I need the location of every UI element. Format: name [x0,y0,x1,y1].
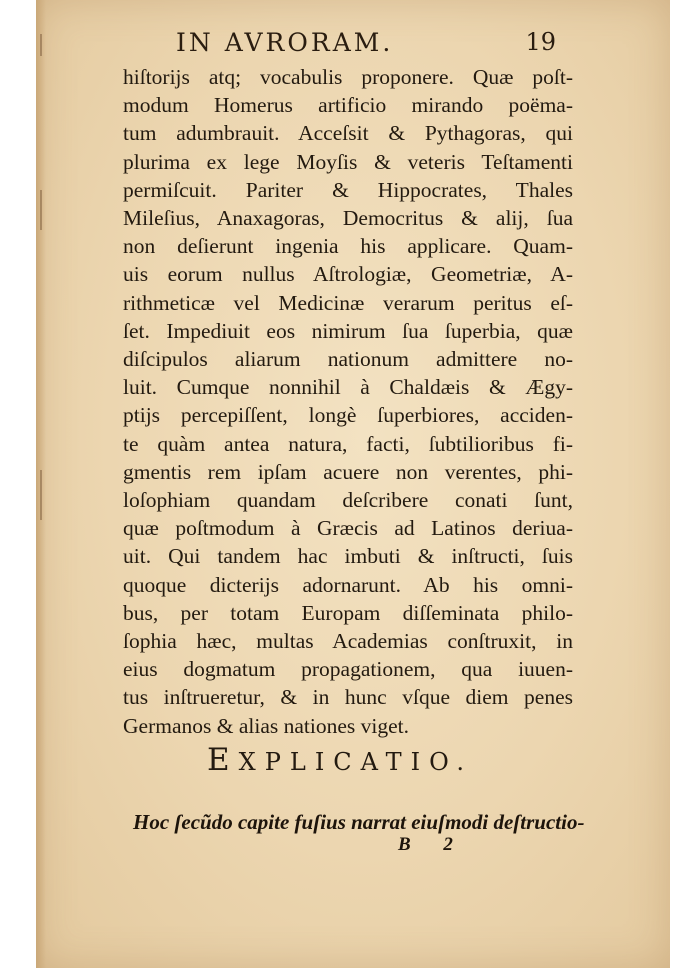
heading-initial: E [207,742,239,778]
text-line: Germanos & alias nationes viget. [123,713,409,738]
text-line: ſophia hæc, multas Academias conſtruxit, in [123,629,573,654]
running-header [176,24,556,64]
text-line: quoque dicterijs adornarunt. Ab his omni- [123,572,573,597]
section-heading [207,742,473,778]
page-number: 19 [525,28,556,56]
text-line: loſophiam quandam deſcribere conati ſunt, [123,488,573,513]
text-line: diſcipulos aliarum nationum admittere no- [123,347,573,372]
text-line: Mileſius, Anaxagoras, Democritus & alij, ſua [123,206,573,231]
body-paragraph [123,63,573,740]
book-page [36,0,670,968]
text-line: quæ poſtmodum à Græcis ad Latinos deriua- [123,516,573,541]
running-title: IN AVRORAM. [176,28,394,57]
heading-rest: XPLICATIO. [238,748,474,776]
text-line: uit. Qui tandem hac imbuti & inſtructi, ſuis [123,544,573,569]
text-line: gmentis rem ipſam acuere non verentes, phi- [123,459,573,484]
text-line: luit. Cumque nonnihil à Chaldæis & Ægy- [123,375,573,400]
text-line: eius dogmatum propagationem, qua iuuen- [123,657,573,682]
text-line: ſet. Impediuit eos nimirum ſua ſuperbia, quæ [123,318,573,343]
text-line: tus inſtrueretur, & in hunc vſque diem penes [123,685,573,710]
margin-mark [40,34,42,56]
text-line: modum Homerus artificio mirando poëma- [123,93,573,118]
text-line: plurima ex lege Moyſis & veteris Teſtamenti [123,149,573,174]
margin-mark [40,470,42,520]
italic-text-line: Hoc ſecũdo capite fuſius narrat eiuſmodi deſtructio- [133,810,585,834]
text-line: bus, per totam Europam diſſeminata philo- [123,600,573,625]
text-line: rithmeticæ vel Medicinæ verarum peritus eſ- [123,290,573,315]
text-line: ptijs percepiſſent, longè ſuperbiores, acciden- [123,403,573,428]
text-line: tum adumbrauit. Acceſsit & Pythagoras, qui [123,121,573,146]
text-line: non deſierunt ingenia his applicare. Quam- [123,234,573,259]
signature-mark: B 2 [398,834,467,855]
text-line: permiſcuit. Pariter & Hippocrates, Thales [123,177,573,202]
text-line: hiſtorijs atq; vocabulis proponere. Quæ poſt- [123,65,573,89]
text-line: uis eorum nullus Aſtrologiæ, Geometriæ, A- [123,262,573,287]
margin-mark [40,190,42,230]
text-line: te quàm antea natura, facti, ſubtilioribus fi- [123,431,573,456]
